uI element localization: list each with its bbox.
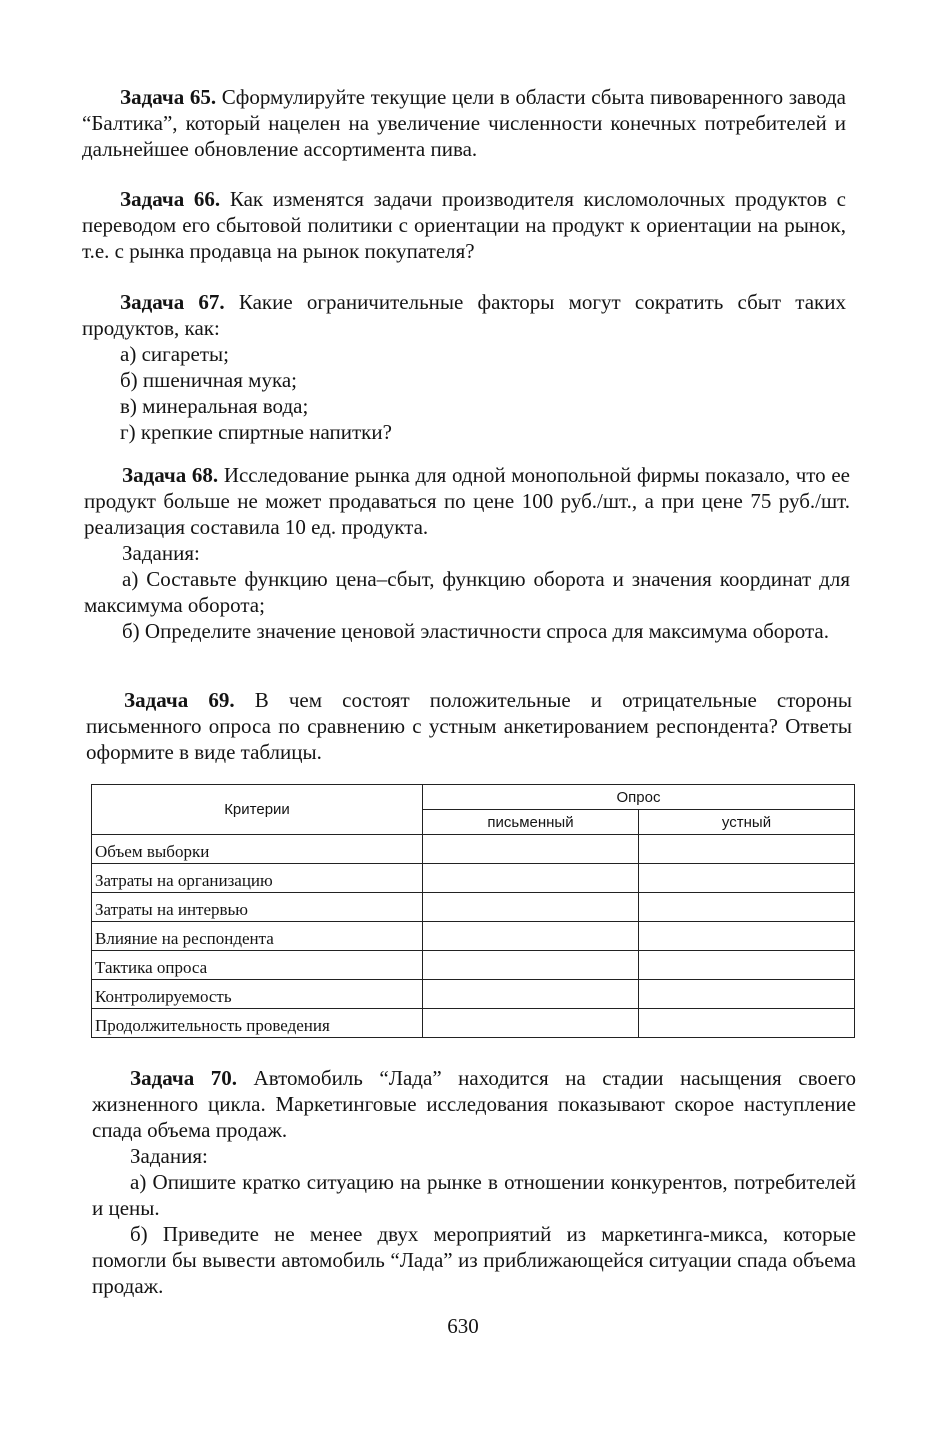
task-67-text: Какие ограничительные факторы могут сократить сбыт таких продуктов, как: bbox=[82, 290, 846, 340]
row-label: Тактика опроса bbox=[92, 951, 423, 980]
table-row bbox=[92, 893, 855, 922]
task-70 bbox=[92, 1065, 856, 1299]
task-68-assignments-heading: Задания: bbox=[122, 541, 200, 565]
row-label: Затраты на организацию bbox=[92, 864, 423, 893]
survey-comparison-table bbox=[91, 784, 855, 1038]
row-label: Контролируемость bbox=[92, 980, 423, 1009]
written-cell bbox=[423, 1009, 639, 1038]
task-69-text: В чем состоят положительные и отрицательные стороны письменного опроса по сравнению с устным анкетированием респондента? Ответы оформите в виде таблицы. bbox=[86, 688, 852, 764]
oral-cell bbox=[639, 951, 855, 980]
oral-cell bbox=[639, 864, 855, 893]
oral-cell bbox=[639, 922, 855, 951]
written-cell bbox=[423, 951, 639, 980]
task-66-paragraph bbox=[82, 186, 846, 264]
task-68 bbox=[84, 462, 850, 644]
task-69-paragraph bbox=[86, 687, 852, 765]
task-68-item-a: а) Составьте функцию цена–сбыт, функцию оборота и значения координат для максимума оборота; bbox=[84, 567, 850, 617]
task-68-label: Задача 68. bbox=[122, 463, 219, 487]
table-row bbox=[92, 1009, 855, 1038]
task-66-text: Как изменятся задачи производителя кисломолочных продуктов с переводом его сбытовой политики с ориентации на продукт к ориентации на рынок, т.е. с рынка продавца на рынок покупателя? bbox=[82, 187, 846, 263]
task-70-paragraph bbox=[92, 1065, 856, 1143]
oral-cell bbox=[639, 893, 855, 922]
task-65-text: Сформулируйте текущие цели в области сбыта пивоваренного завода “Балтика”, который нацелен на увеличение численности конечных потребителей и дальнейшее обновление ассортимента пива. bbox=[82, 85, 846, 161]
table-row bbox=[92, 951, 855, 980]
table-row bbox=[92, 835, 855, 864]
task-69 bbox=[86, 687, 852, 765]
row-label: Затраты на интервью bbox=[92, 893, 423, 922]
written-cell bbox=[423, 893, 639, 922]
row-label: Влияние на респондента bbox=[92, 922, 423, 951]
oral-cell bbox=[639, 1009, 855, 1038]
task-67-item-d: г) крепкие спиртные напитки? bbox=[120, 420, 392, 444]
written-cell bbox=[423, 980, 639, 1009]
task-68-item-b: б) Определите значение ценовой эластичности спроса для максимума оборота. bbox=[122, 619, 829, 643]
task-70-label: Задача 70. bbox=[130, 1066, 238, 1090]
table-row bbox=[92, 922, 855, 951]
task-67-item-b: б) пшеничная мука; bbox=[120, 368, 297, 392]
written-cell bbox=[423, 922, 639, 951]
task-67-label: Задача 67. bbox=[120, 290, 225, 314]
task-70-item-b: б) Приведите не менее двух мероприятий из маркетинга-микса, которые помогли бы вывести автомобиль “Лада” из приближающейся ситуации спада объема продаж. bbox=[92, 1222, 856, 1298]
oral-cell bbox=[639, 835, 855, 864]
task-68-text: Исследование рынка для одной монопольной фирмы показало, что ее продукт больше не может продаваться по цене 100 руб./шт., а при цене 75 руб./шт. реализация составила 10 ед. продукта. bbox=[84, 463, 850, 539]
written-subheader: письменный bbox=[423, 810, 639, 835]
task-69-label: Задача 69. bbox=[124, 688, 235, 712]
task-67 bbox=[82, 289, 846, 445]
task-67-paragraph bbox=[82, 289, 846, 341]
task-70-assignments-heading: Задания: bbox=[130, 1144, 208, 1168]
page-number: 630 bbox=[447, 1314, 479, 1338]
task-65 bbox=[82, 84, 846, 162]
row-label: Объем выборки bbox=[92, 835, 423, 864]
task-66 bbox=[82, 186, 846, 264]
task-67-item-c: в) минеральная вода; bbox=[120, 394, 309, 418]
oral-subheader: устный bbox=[639, 810, 855, 835]
task-70-item-a: а) Опишите кратко ситуацию на рынке в отношении конкурентов, потребителей и цены. bbox=[92, 1170, 856, 1220]
task-67-item-a: а) сигареты; bbox=[120, 342, 229, 366]
task-65-label: Задача 65. bbox=[120, 85, 217, 109]
task-68-paragraph bbox=[84, 462, 850, 540]
task-70-text: Автомобиль “Лада” находится на стадии насыщения своего жизненного цикла. Маркетинговые исследования показывают скорое наступление спада объема продаж. bbox=[92, 1066, 857, 1142]
survey-header: Опрос bbox=[423, 785, 855, 810]
task-66-label: Задача 66. bbox=[120, 187, 221, 211]
task-65-paragraph bbox=[82, 84, 846, 162]
written-cell bbox=[423, 864, 639, 893]
criteria-header: Критерии bbox=[92, 785, 423, 835]
table-row bbox=[92, 864, 855, 893]
table-header-row bbox=[92, 785, 855, 810]
oral-cell bbox=[639, 980, 855, 1009]
row-label: Продолжительность проведения bbox=[92, 1009, 423, 1038]
written-cell bbox=[423, 835, 639, 864]
table-row bbox=[92, 980, 855, 1009]
